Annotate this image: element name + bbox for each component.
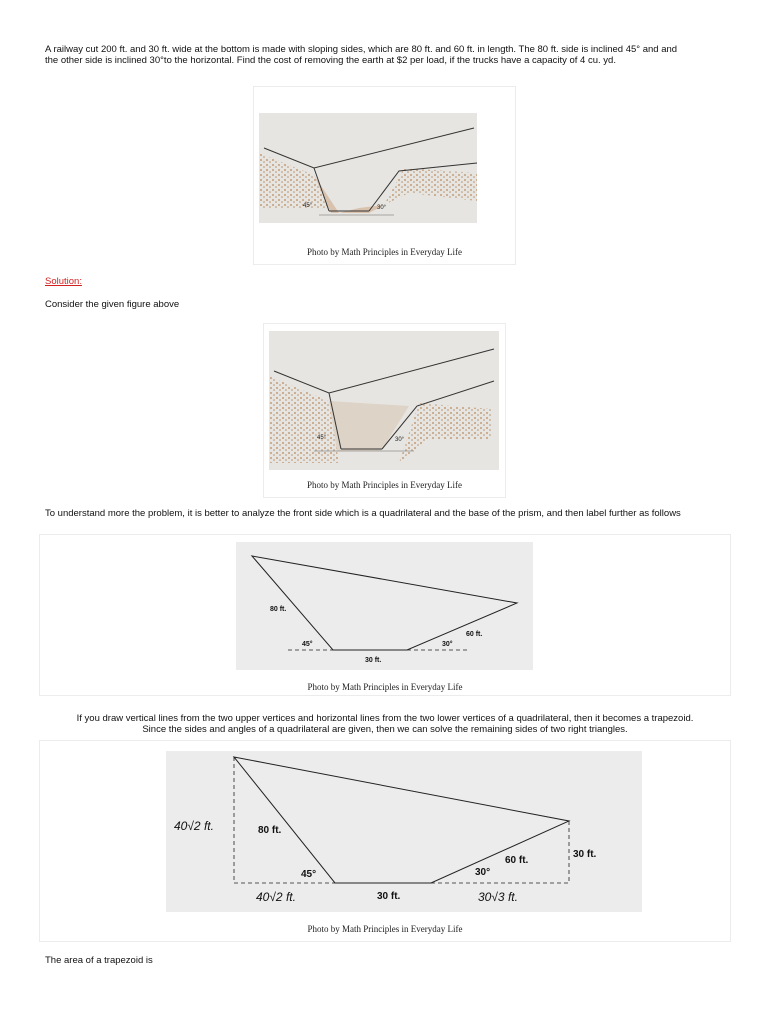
railway-cut-illustration-2	[269, 331, 499, 470]
railway-cut-photo-1	[259, 113, 477, 223]
angle-30-label-2: 30°	[475, 867, 491, 878]
railway-cut-illustration-1	[259, 113, 477, 223]
analyze-text: To understand more the problem, it is better to analyze the front side which is a quadrilateral and the base of the prism, and then label further as follows	[45, 508, 681, 519]
height-right-label: 30 ft.	[573, 849, 597, 860]
trapezoid-diagram	[166, 751, 642, 912]
vertical-text-line-1: If you draw vertical lines from the two upper vertices and horizontal lines from the two lower vertices of a quadrilateral, then it becomes a trapezoid.	[76, 713, 694, 724]
problem-line-1: A railway cut 200 ft. and 30 ft. wide at the bottom is made with sloping sides, which are 80 ft. and 60 ft. in length. The 80 ft. side is inclined 45° and and	[45, 44, 678, 55]
base-right-label: 30√3 ft.	[478, 890, 518, 904]
height-left-label: 40√2 ft.	[174, 819, 214, 833]
area-text: The area of a trapezoid is	[45, 955, 153, 966]
vertical-text-line-2: Since the sides and angles of a quadrilateral are given, then we can solve the remaining sides of two right triangles.	[142, 723, 628, 735]
figure-3	[39, 534, 731, 696]
figure-2-angle-45: 45°	[317, 435, 327, 441]
solution-label[interactable]	[45, 277, 82, 288]
angle-45-label: 45°	[302, 641, 313, 648]
bottom-30-label: 30 ft.	[365, 657, 382, 664]
side-80-label: 80 ft.	[270, 606, 287, 613]
figure-2	[263, 323, 506, 498]
figure-2-caption: Photo by Math Principles in Everyday Life	[307, 480, 462, 490]
side-60-label-2: 60 ft.	[505, 855, 529, 866]
trapezoid-svg	[166, 751, 642, 912]
figure-1-angle-30: 30°	[377, 205, 387, 211]
solution-link[interactable]: Solution:	[45, 276, 82, 287]
consider-text: Consider the given figure above	[45, 299, 180, 310]
angle-45-label-2: 45°	[301, 869, 317, 880]
vertical-lines-text	[45, 714, 725, 735]
quadrilateral-svg	[236, 542, 533, 670]
quadrilateral-diagram	[236, 542, 533, 670]
problem-statement	[45, 45, 735, 66]
side-80-label-2: 80 ft.	[258, 825, 282, 836]
railway-cut-photo-2	[269, 331, 499, 470]
figure-1-angle-45: 45°	[303, 203, 313, 209]
side-60-label: 60 ft.	[466, 631, 483, 638]
figure-4-caption: Photo by Math Principles in Everyday Life	[307, 924, 463, 934]
figure-1	[253, 86, 516, 265]
figure-2-angle-30: 30°	[395, 437, 405, 443]
angle-30-label: 30°	[442, 641, 453, 648]
base-left-label: 40√2 ft.	[256, 890, 296, 904]
figure-4	[39, 740, 731, 942]
figure-1-caption: Photo by Math Principles in Everyday Life	[307, 247, 462, 257]
bottom-30-label-2: 30 ft.	[377, 891, 401, 902]
figure-3-caption: Photo by Math Principles in Everyday Life	[307, 682, 463, 692]
problem-line-2: the other side is inclined 30°to the horizontal. Find the cost of removing the earth at $2 per load, if the trucks have a capacity of 4 cu. yd.	[45, 54, 616, 66]
